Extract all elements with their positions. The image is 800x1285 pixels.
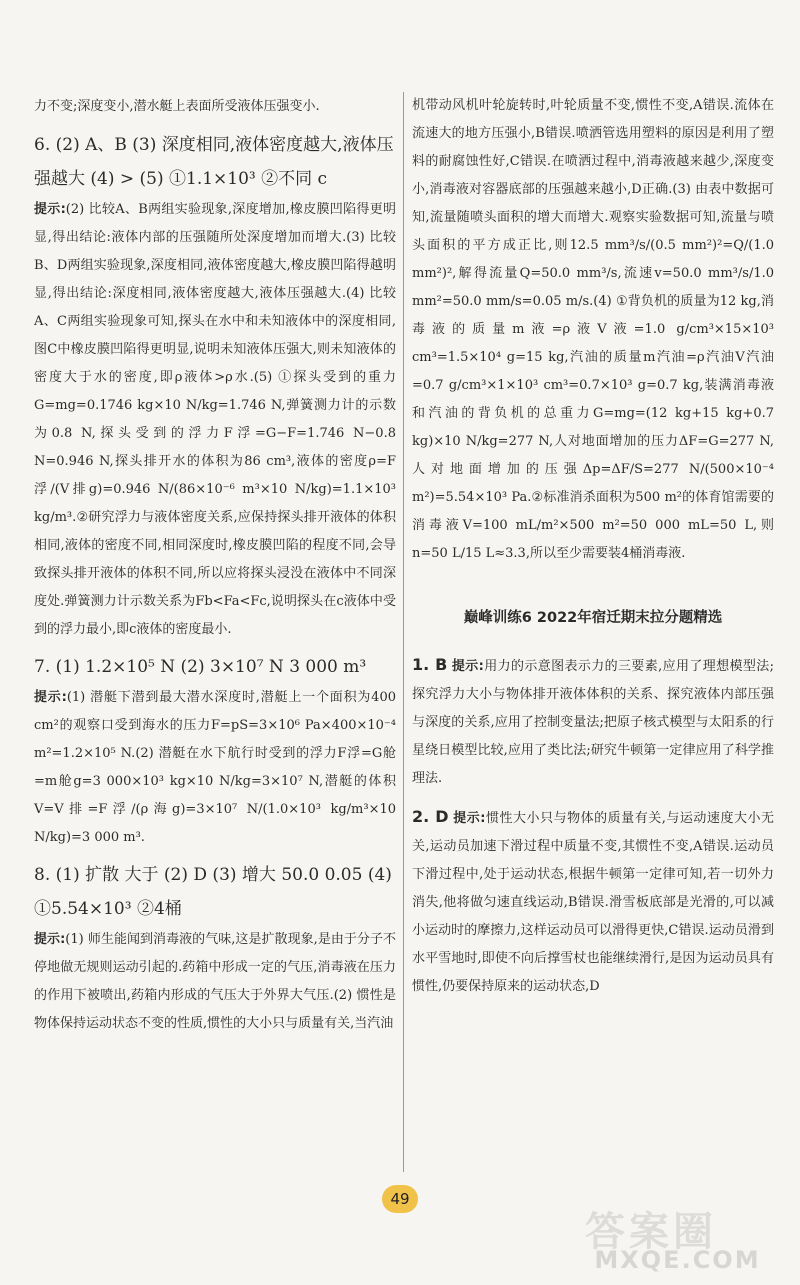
watermark-glyphs: 答案圈 [585, 1209, 717, 1255]
watermark-url: MXQE.COM [594, 1246, 761, 1274]
q8-hint-label: 提示: [34, 932, 66, 947]
q1-hint-label: 提示: [451, 659, 484, 674]
top-line: 力不变;深度变小,潜水艇上表面所受液体压强变小. [34, 99, 320, 114]
q8-answer: 8. (1) 扩散 大于 (2) D (3) 增大 50.0 0.05 (4) ①5.54×10³ ②4桶 [34, 865, 392, 919]
column-divider [403, 92, 404, 1172]
q6-hint-label: 提示: [34, 202, 66, 217]
q8-hint [34, 926, 396, 1038]
q6-hint [34, 196, 396, 644]
right-continuation: 机带动风机叶轮旋转时,叶轮质量不变,惯性不变,A错误.流体在流速大的地方压强小,B错误.喷洒管选用塑料的原因是利用了塑料的耐腐蚀性好,C错误.在喷洒过程中,消毒液越来越少,深度变小,消毒液对容器底部的压强越来越小,D正确.(3) 由表中数据可知,流量随喷头面积的增大而增大.观察实验数据可知,流量与喷头面积的平方成正比,则12.5 mm³/s/(0.5 mm²)²=Q/(1.0 mm²)²,解得流量Q=50.0 mm³/s,流速v=50.0 mm³/s/1.0 mm²=50.0 mm/s=0.05 m/s.(4) ①背负机的质量为12 kg,消毒液的质量m液=ρ液V液=1.0 g/cm³×15×10³ cm³=1.5×10⁴ g=15 kg,汽油的质量m汽油=ρ汽油V汽油=0.7 g/cm³×1×10³ cm³=0.7×10³ g=0.7 kg,装满消毒液和汽油的背负机的总重力G=mg=(12 kg+15 kg+0.7 kg)×10 N/kg=277 N,人对地面增加的压力ΔF=G=277 N,人对地面增加的压强Δp=ΔF/S=277 N/(500×10⁻⁴ m²)=5.54×10³ Pa.②标准消杀面积为500 m²的体育馆需要的消毒液V=100 mL/m²×500 m²=50 000 mL=50 L,则n=50 L/15 L≈3.3,所以至少需要装4桶消毒液. [412, 98, 774, 561]
q7-hint-text: (1) 潜艇下潜到最大潜水深度时,潜艇上一个面积为400 cm²的观察口受到海水的压力F=pS=3×10⁶ Pa×400×10⁻⁴ m²=1.2×10⁵ N.(2) 潜艇在水下航行时受到的浮力F浮=G舱=m舱g=3 000×10³ kg×10 N/kg=3×10⁷ N,潜艇的体积V=V排=F浮/(ρ海g)=3×10⁷ N/(1.0×10³ kg/m³×10 N/kg)=3 000 m³. [34, 690, 396, 845]
q1-answer: 1. B [412, 655, 448, 674]
q2-answer: 2. D [412, 807, 449, 826]
q8-hint-text: (1) 师生能闻到消毒液的气味,这是扩散现象,是由于分子不停地做无规则运动引起的.药箱中形成一定的气压,消毒液在压力的作用下被喷出,药箱内形成的气压大于外界大气压.(2) 惯性是物体保持运动状态不变的性质,惯性的大小只与质量有关,当汽油 [34, 932, 397, 1031]
q7-hint-label: 提示: [34, 690, 67, 705]
q1-block [412, 651, 774, 793]
q2-hint-label: 提示: [453, 811, 486, 826]
page-number-badge: 49 [382, 1185, 418, 1213]
section-heading: 巅峰训练6 2022年宿迁期末拉分题精选 [463, 610, 723, 626]
q6-answer: 6. (2) A、B (3) 深度相同,液体密度越大,液体压强越大 (4) > (5) ①1.1×10³ ②不同 c [34, 135, 394, 189]
q2-block [412, 803, 774, 1001]
q1-hint-text: 用力的示意图表示力的三要素,应用了理想模型法;探究浮力大小与物体排开液体体积的关系、探究液体内部压强与深度的关系,应用了控制变量法;把原子核式模型与太阳系的行星绕日模型比较,应用了类比法;研究牛顿第一定律应用了科学推理法. [412, 659, 774, 786]
q2-hint-text: 惯性大小只与物体的质量有关,与运动速度大小无关,运动员加速下滑过程中质量不变,其惯性不变,A错误.运动员下滑过程中,处于运动状态,根据牛顿第一定律可知,若一切外力消失,他将做匀速直线运动,B错误.滑雪板底部是光滑的,可以减小运动时的摩擦力,这样运动员可以滑得更快,C错误.运动员滑到水平雪地时,即使不向后撑雪杖也能继续滑行,是因为运动员具有惯性,仍要保持原来的运动状态,D [412, 811, 775, 994]
q7-answer: 7. (1) 1.2×10⁵ N (2) 3×10⁷ N 3 000 m³ [34, 657, 367, 677]
right-column [412, 92, 774, 1001]
left-column [34, 92, 396, 1038]
q6-hint-text: (2) 比较A、B两组实验现象,深度增加,橡皮膜凹陷得更明显,得出结论:液体内部的压强随所处深度增加而增大.(3) 比较B、D两组实验现象,深度相同,液体密度越大,橡皮膜凹陷得越明显,得出结论:深度相同,液体密度越大,液体压强越大.(4) 比较A、C两组实验现象可知,探头在水中和未知液体中的深度相同,图C中橡皮膜凹陷得更明显,说明未知液体压强大,则未知液体的密度大于水的密度,即ρ液体>ρ水.(5) ①探头受到的重力G=mg=0.1746 kg×10 N/kg=1.746 N,弹簧测力计的示数为0.8 N,探头受到的浮力F浮=G−F=1.746 N−0.8 N=0.946 N,探头排开水的体积为86 cm³,液体的密度ρ=F浮/(V排g)=0.946 N/(86×10⁻⁶ m³×10 N/kg)=1.1×10³ kg/m³.②研究浮力与液体密度关系,应保持探头排开液体的体积相同,液体的密度不同,相同深度时,橡皮膜凹陷的程度不同,会导致探头排开液体的体积不同,所以应将探头浸没在液体中不同深度处.弹簧测力计示数关系为Fb<Fa<Fc,说明探头在c液体中受到的浮力最小,即c液体的密度最小. [34, 202, 396, 637]
watermark-logo [575, 1200, 780, 1278]
q7-hint [34, 684, 396, 852]
